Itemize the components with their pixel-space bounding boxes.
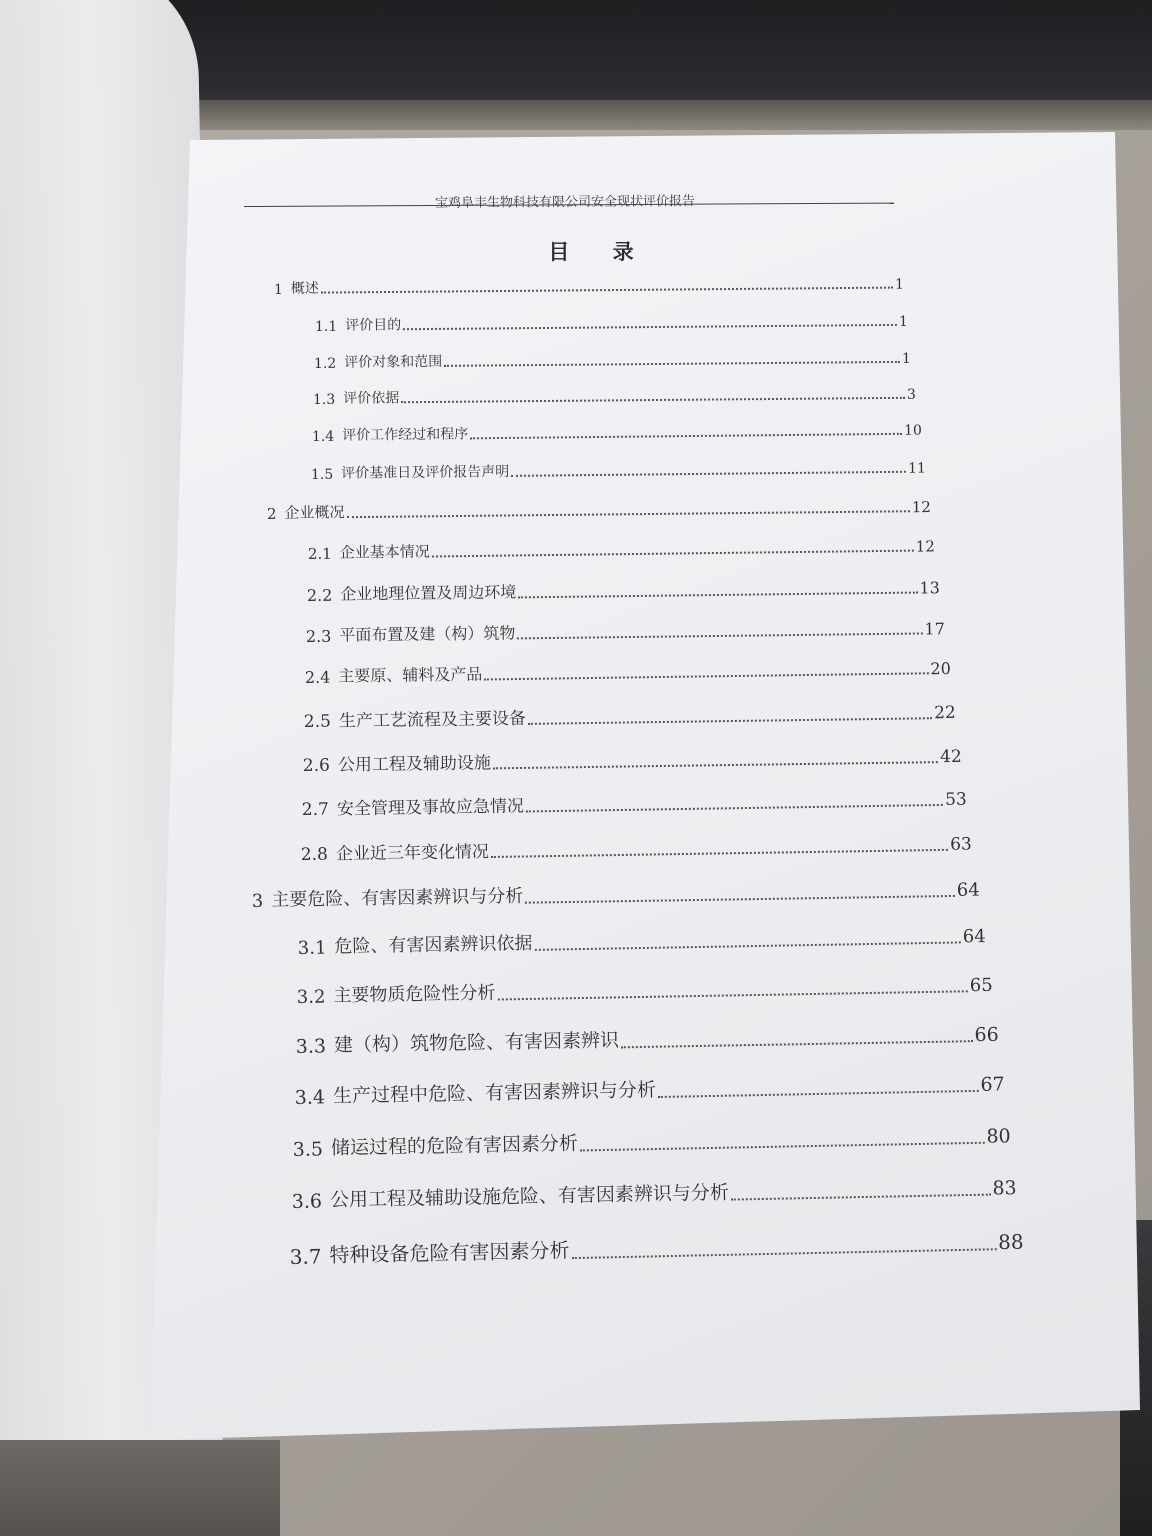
toc-entry-title: 生产过程中危险、有害因素辨识与分析 <box>332 1079 657 1108</box>
toc-entry-number: 2.8 <box>300 844 329 865</box>
toc-entry-page: 80 <box>986 1125 1011 1148</box>
toc-entry-title: 特种设备危险有害因素分析 <box>329 1238 570 1268</box>
toc-entry-number: 1.1 <box>314 318 338 335</box>
toc-entry-number: 3.3 <box>295 1035 327 1058</box>
toc-entry-number: 2.3 <box>305 626 332 646</box>
toc-leader-dots <box>444 361 900 367</box>
toc-leader-dots <box>658 1090 979 1098</box>
toc-entry-title: 评价依据 <box>343 390 400 407</box>
toc-leader-dots <box>321 287 893 294</box>
toc-entry-page: 1 <box>898 313 908 330</box>
toc-entry-number: 3.5 <box>292 1138 324 1161</box>
toc-entry-page: 88 <box>997 1229 1024 1255</box>
toc-entry-number: 2 <box>266 504 277 523</box>
toc-entry-number: 3.7 <box>289 1244 322 1269</box>
toc-entry-number: 1 <box>273 281 283 298</box>
toc-entry-number: 2.2 <box>306 585 333 605</box>
toc-entry-page: 1 <box>894 276 904 293</box>
toc-entry-title: 评价工作经过和程序 <box>342 426 469 444</box>
toc-leader-dots <box>403 324 897 330</box>
toc-entry-title: 生产工艺流程及主要设备 <box>338 708 527 732</box>
toc-entry-number: 3.2 <box>296 986 326 1008</box>
toc-leader-dots <box>511 471 906 477</box>
toc-leader-dots <box>470 433 902 440</box>
toc-entry-page: 17 <box>924 619 945 639</box>
toc-entry-number: 2.1 <box>307 544 332 563</box>
toc-entry-title: 主要物质危险性分析 <box>333 982 496 1007</box>
book-shadow <box>0 1440 280 1536</box>
page-header: 宝鸡阜丰生物科技有限公司安全现状评价报告 <box>434 194 696 211</box>
toc-entry-title: 企业基本情况 <box>339 542 430 562</box>
toc-entry-number: 2.6 <box>302 755 331 776</box>
toc-leader-dots <box>518 592 917 599</box>
toc-leader-dots <box>401 397 905 403</box>
toc-leader-dots <box>621 1040 973 1048</box>
toc-entry-page: 10 <box>903 422 922 439</box>
toc-entry-title: 公用工程及辅助设施 <box>337 753 492 776</box>
toc-entry-title: 企业地理位置及周边环境 <box>340 582 517 604</box>
toc-entry-page: 63 <box>949 834 972 855</box>
toc-entry-number: 3 <box>251 890 264 912</box>
toc-entry-title: 概述 <box>290 280 319 297</box>
toc-leader-dots <box>528 717 932 725</box>
toc-entry-number: 1.5 <box>310 466 334 483</box>
toc-entry-number: 1.3 <box>312 391 336 408</box>
toc-entry-page: 42 <box>940 746 962 768</box>
toc-entry-title: 建（构）筑物危险、有害因素辨识 <box>333 1029 620 1057</box>
toc-entry-page: 22 <box>934 702 956 724</box>
toc-entry-page: 65 <box>969 974 993 997</box>
toc-entry-page: 20 <box>930 658 951 679</box>
toc-entry-title: 评价目的 <box>345 317 402 334</box>
toc-entry-page: 3 <box>906 386 916 403</box>
toc-entry-page: 66 <box>974 1023 999 1047</box>
toc-entry-number: 3.6 <box>291 1190 323 1213</box>
toc-entry-number: 2.5 <box>303 711 332 732</box>
toc-entry-page: 64 <box>962 925 986 948</box>
toc-entry-page: 53 <box>944 789 967 810</box>
toc-entry-title: 评价对象和范围 <box>344 353 443 371</box>
toc-entry-page: 12 <box>911 498 931 517</box>
toc-entry-page: 83 <box>992 1177 1017 1200</box>
toc-entry-page: 13 <box>919 578 940 598</box>
toc-entry-title: 平面布置及建（构）筑物 <box>339 623 516 645</box>
toc-entry-page: 64 <box>956 879 980 901</box>
toc-entry-title: 评价基准日及评价报告声明 <box>341 463 510 482</box>
toc-entry-number: 3.1 <box>297 937 327 959</box>
toc-entry-number: 2.7 <box>301 799 330 820</box>
toc-entry-title: 公用工程及辅助设施危险、有害因素辨识与分析 <box>329 1181 730 1212</box>
toc-leader-dots <box>517 632 922 639</box>
toc-entry-page: 11 <box>907 460 926 477</box>
toc-leader-dots <box>346 510 909 518</box>
toc-entry-number: 1.4 <box>311 428 335 445</box>
toc-title: 目 录 <box>548 240 652 264</box>
toc-entry-title: 企业近三年变化情况 <box>335 842 490 865</box>
toc-entry-number: 3.4 <box>294 1086 326 1109</box>
toc-entry-number: 2.4 <box>304 667 331 687</box>
toc-entry-page: 67 <box>980 1073 1005 1096</box>
toc-leader-dots <box>731 1194 991 1201</box>
toc-entry-title: 危险、有害因素辨识依据 <box>334 932 533 958</box>
toc-entry-title: 主要原、辅料及产品 <box>338 664 483 686</box>
toc-entry-number: 1.2 <box>313 355 337 372</box>
toc-entry-title: 主要危险、有害因素辨识与分析 <box>271 885 524 911</box>
toc-entry-title: 安全管理及事故应急情况 <box>336 796 525 820</box>
toc-entry-title: 储运过程的危险有害因素分析 <box>330 1132 579 1160</box>
toc-entry-title: 企业概况 <box>284 503 345 522</box>
toc-entry-page: 12 <box>915 537 935 556</box>
desk-edge <box>150 100 1152 130</box>
toc-leader-dots <box>432 550 914 558</box>
toc-entry-page: 1 <box>901 350 911 367</box>
